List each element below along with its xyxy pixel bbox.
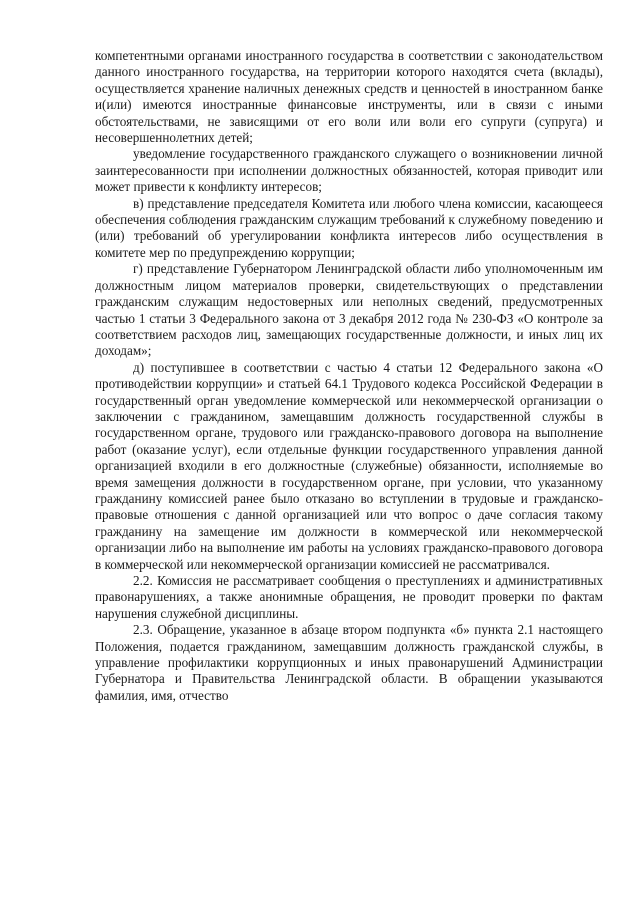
paragraph-item-g: г) представление Губернатором Ленинградской области либо уполномоченным им должностным лицом материалов проверки, свидетельствующих о представлении гражданским служащим недостоверных или неполных сведений, предусмотренных частью 1 статьи 3 Федерального закона от 3 декабря 2012 года № 230-ФЗ «О контроле за соответствием расходов лиц, замещающих государственные должности, и иных лиц их доходам»;: [95, 261, 603, 359]
paragraph-2-3: 2.3. Обращение, указанное в абзаце втором подпункта «б» пункта 2.1 настоящего Положения, подается гражданином, замещавшим должность гражданской службы, в управление профилактики коррупционных и иных правонарушений Администрации Губернатора и Правительства Ленинградской области. В обращении указываются фамилия, имя, отчество: [95, 622, 603, 703]
paragraph-item-v: в) представление председателя Комитета или любого члена комиссии, касающееся обеспечения соблюдения гражданским служащим требований к служебному поведению и (или) требований об урегулировании конфликта интересов либо осуществления в комитете мер по предупреждению коррупции;: [95, 195, 603, 260]
paragraph-continuation: компетентными органами иностранного государства в соответствии с законодательством данного иностранного государства, на территории которого находятся счета (вклады), осуществляется хранение наличных денежных средств и ценностей в иностранном банке и(или) имеются иностранные финансовые инструменты, или в связи с иными обстоятельствами, не зависящими от его воли или воли его супруги (супруга) и несовершеннолетних детей;: [95, 48, 603, 146]
paragraph-item-d: д) поступившее в соответствии с частью 4 статьи 12 Федерального закона «О противодействии коррупции» и статьей 64.1 Трудового кодекса Российской Федерации в государственный орган уведомление коммерческой или некоммерческой организации о заключении с гражданином, замещавшим должность государственной службы в государственном органе, трудового или гражданско-правового договора на выполнение работ (оказание услуг), если отдельные функции государственного управления данной организацией входили в его должностные (служебные) обязанности, исполняемые во время замещения должности в государственном органе, при условии, что указанному гражданину комиссией ранее было отказано во вступлении в трудовые и гражданско-правовые отношения с данной организацией или что вопрос о даче согласия такому гражданину на замещение им должности в коммерческой или некоммерческой организации либо на выполнение им работы на условиях гражданско-правового договора в коммерческой или некоммерческой организации комиссией не рассматривался.: [95, 359, 603, 572]
document-page: [95, 48, 603, 704]
paragraph-conflict-notice: уведомление государственного гражданского служащего о возникновении личной заинтересованности при исполнении должностных обязанностей, которая приводит или может привести к конфликту интересов;: [95, 146, 603, 195]
paragraph-2-2: 2.2. Комиссия не рассматривает сообщения о преступлениях и административных правонарушениях, а также анонимные обращения, не проводит проверки по фактам нарушения служебной дисциплины.: [95, 573, 603, 621]
